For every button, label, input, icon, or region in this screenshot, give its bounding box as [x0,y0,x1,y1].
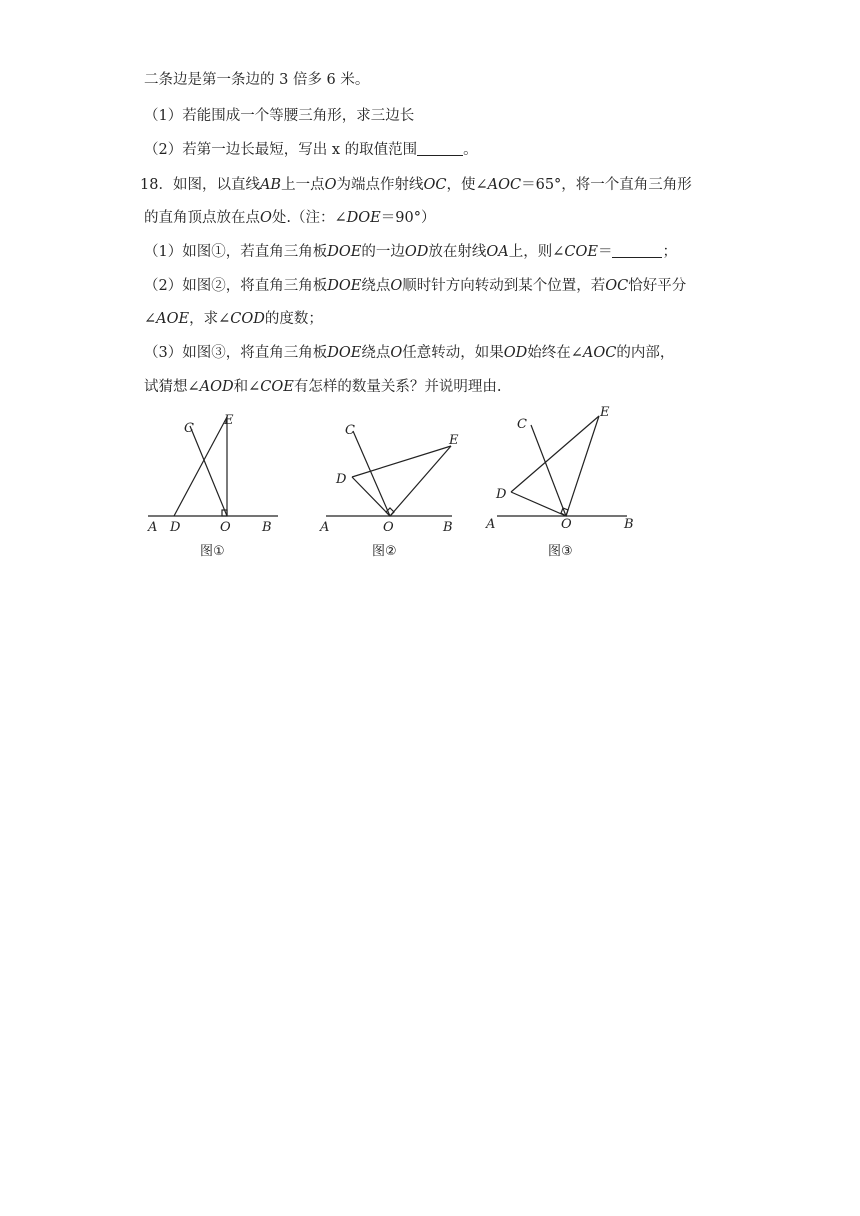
problem18-question3-line2: 试猜想∠AOD和∠COE有怎样的数量关系？并说明理由. [144,379,502,395]
fig1-label-D: D [170,520,181,535]
answer-blank[interactable] [612,243,662,258]
fig3-caption: 图③ [548,544,573,559]
fig2-label-E: E [449,433,459,448]
problem18-stem-line2: 的直角顶点放在点O处.（注：∠DOE＝90°） [144,210,436,226]
problem17-line1: 二条边是第一条边的 3 倍多 6 米。 [144,72,370,88]
fig2-label-B: B [443,520,453,535]
segment-DE [174,417,227,516]
answer-blank[interactable] [417,141,463,156]
fig1-label-O: O [220,520,231,535]
segment-OE [390,446,451,516]
ray-OC [353,431,390,516]
fig2-caption: 图② [372,544,397,559]
problem17-part2: （2）若第一边长最短，写出 x 的取值范围 。 [144,142,478,158]
fig3-label-B: B [624,517,634,532]
fig1-label-B: B [262,520,272,535]
fig3-label-C: C [517,417,527,432]
fig2-label-D: D [336,472,347,487]
problem18-question3-line1: （3）如图③，将直角三角板DOE绕点O任意转动，如果OD始终在∠AOC的内部， [144,345,675,361]
fig2-label-C: C [345,423,355,438]
fig3-label-O: O [561,517,572,532]
fig3-label-D: D [496,487,507,502]
fig2-label-A: A [320,520,330,535]
problem18-question2-line2: ∠AOE，求∠COD的度数； [144,311,323,327]
problem18-stem-line1: 18．如图，以直线AB上一点O为端点作射线OC，使∠AOC＝65°，将一个直角三角形 [140,177,692,193]
fig3-label-A: A [486,517,496,532]
problem17-part1: （1）若能围成一个等腰三角形，求三边长 [144,108,415,124]
segment-OD [352,477,390,516]
problem18-question1: （1）如图①，若直角三角板DOE的一边OD放在射线OA上，则∠COE＝ ； [144,244,677,260]
fig3-label-E: E [600,405,610,420]
problem18-question2-line1: （2）如图②，将直角三角板DOE绕点O顺时针方向转动到某个位置，若OC恰好平分 [144,278,687,294]
geometry-figures [140,400,660,570]
ray-OC [190,426,227,516]
fig1-caption: 图① [200,544,225,559]
figure-1 [148,417,278,516]
fig1-label-E: E [224,413,234,428]
fig1-label-C: C [184,421,194,436]
fig2-label-O: O [383,520,394,535]
fig1-label-A: A [148,520,158,535]
figures-svg [140,400,660,570]
